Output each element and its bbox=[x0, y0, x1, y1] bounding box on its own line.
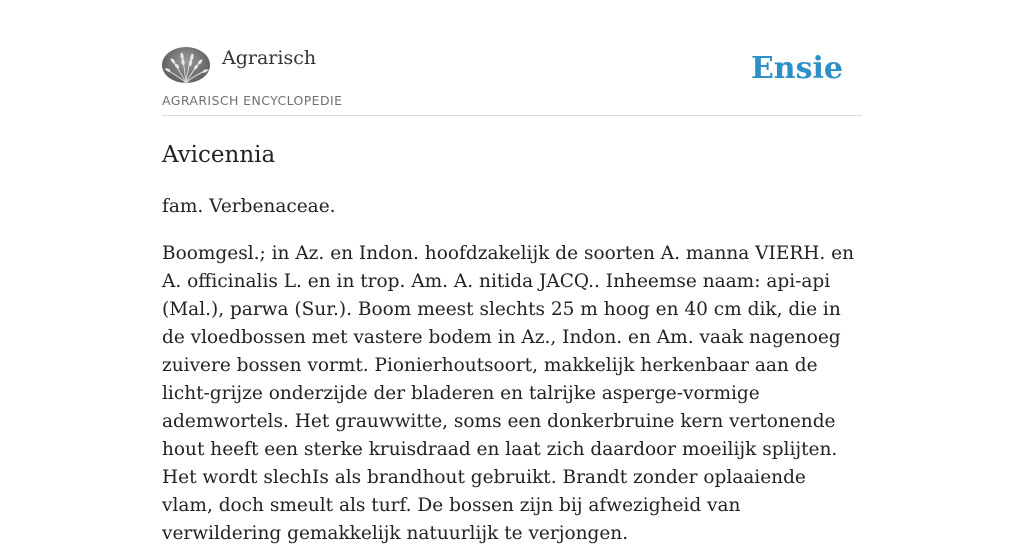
wheat-icon[interactable] bbox=[162, 47, 210, 83]
page-title: Avicennia bbox=[162, 142, 276, 168]
content-container bbox=[162, 0, 862, 548]
site-name[interactable]: Agrarisch bbox=[222, 47, 317, 69]
article-body: Boomgesl.; in Az. en Indon. hoofdzakelijk de soorten A. manna VIERH. en A. officinalis L. en in trop. Am. A. nitida JACQ.. Inheemse naam: api-api (Mal.), parwa (Sur.). Boom meest slechts 25 m hoog en 40 cm dik, die in de vloedbossen met vastere bodem in Az., Indon. en Am. vaak nagenoeg zuivere bossen vormt. Pionierhoutsoort, makkelijk herkenbaar aan de licht-grijze onderzijde der bladeren en talrijke asperge-vormige ademwortels. Het grauwwitte, soms een donkerbruine kern vertonende hout heeft een sterke kruisdraad en laat zich daardoor moeilijk splijten. Het wordt slechIs als brandhout gebruikt. Brandt zonder oplaaiende vlam, doch smeult als turf. De bossen zijn bij afwezigheid van verwildering gemakkelijk natuurlijk te verjongen. bbox=[162, 243, 855, 544]
article-family: fam. Verbenaceae. bbox=[162, 196, 336, 217]
brand-logo-link[interactable]: Ensie bbox=[750, 51, 843, 86]
article bbox=[162, 140, 862, 548]
site-header bbox=[162, 0, 862, 116]
site-subtitle: AGRARISCH ENCYCLOPEDIE bbox=[162, 93, 343, 108]
